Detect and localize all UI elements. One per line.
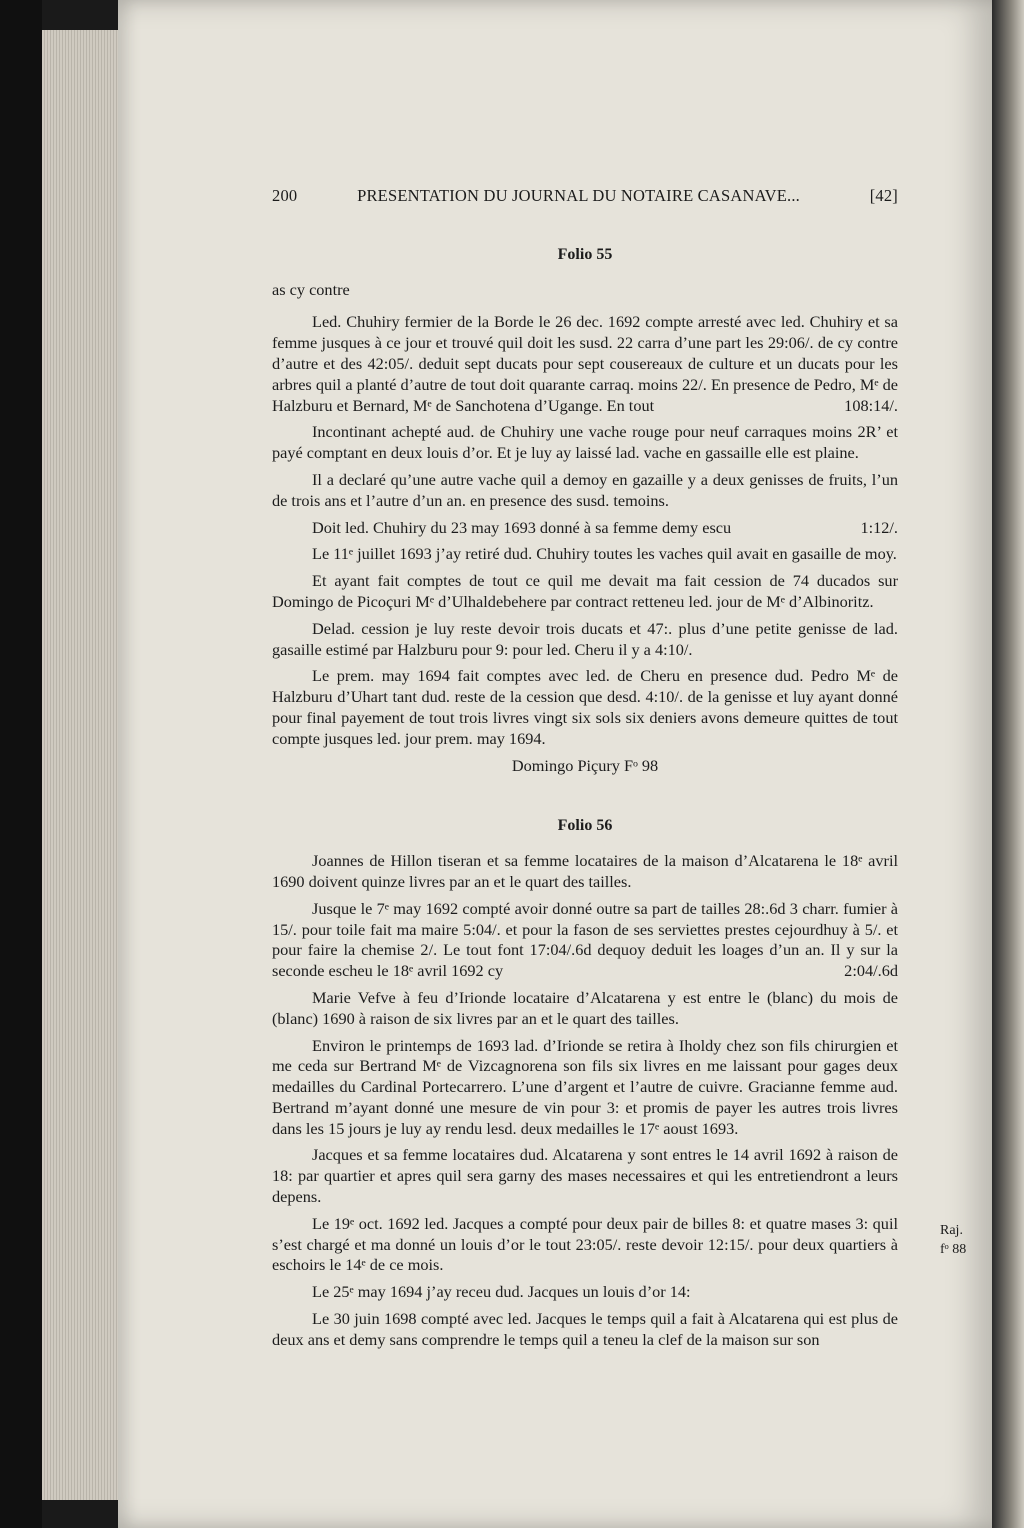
margin-note-line: Raj. (940, 1223, 963, 1238)
paragraph: Jusque le 7ᵉ may 1692 compté avoir donné outre sa part de tailles 28:.6d 3 charr. fumier à 15/. pour toile fait ma maire 5:04/. et pour la fason de ses serviettes prestes cejourdhuy à 5/. et pour faire la chemise 2/. Le tout font 17:04/.6d dequoy deduit les loages d’un an. Il y sur la seconde escheu le 18ᵉ avril 1692 cy 2:04/.6d (272, 898, 898, 981)
paragraph: Le 19ᵉ oct. 1692 led. Jacques a compté pour deux pair de billes 8: et quatre mases 3: quil s’est chargé et ma donné un louis d’or le tout 23:05/. reste devoir 12:15/. pour deux quartiers à eschoirs le 14ᵉ de ce mois. (272, 1213, 898, 1275)
lead-line: as cy contre (272, 279, 350, 299)
paragraph: Il a declaré qu’une autre vache quil a demoy en gazaille y a deux genisses de fruits, l’un de trois ans et l’autre d’un an. en presence des susd. temoins. (272, 469, 898, 510)
scan-background (0, 0, 42, 1528)
paragraph: Le 30 juin 1698 compté avec led. Jacques le temps quil a fait à Alcatarena qui est plus de deux ans et demy sans comprendre le temps quil a teneu la clef de la maison sur son (272, 1309, 898, 1349)
folio-55-heading: Folio 55 (557, 245, 613, 263)
amount: 1:12/. (860, 517, 898, 537)
paragraph: Led. Chuhiry fermier de la Borde le 26 dec. 1692 compte arresté avec led. Chuhiry et sa femme jusques à ce jour et trouvé quil doit les susd. 22 carra d’une part les 29:06/. de cy contre d’autre et des 42:05/. deduit sept ducats pour sept cousereaux de culture et un ducats pour les arbres quil a planté d’autre de tout doit quarante carraq. moins 22/. En presence de Pedro, Mᵉ de Halzburu et Bernard, Mᵉ de Sanchotena d’Ugange. En tout 108:14/. (272, 312, 898, 415)
next-page-edge (992, 0, 1024, 1528)
paragraph: Environ le printemps de 1693 lad. d’Irionde se retira à Iholdy chez son fils chirurgien et me ceda sur Bertrand Mᵉ de Vizcagnorena son fils six livres en me laissant pour gages deux medailles du Cardinal Portecarrero. L’une d’argent et l’autre de cuivre. Gracianne femme aud. Bertrand m’ayant donné une mesure de vin pour 3: et promis de payer les autres trois livres dans les 15 jours je luy ay rendu lesd. deux medailles le 17ᵉ aoust 1693. (272, 1035, 898, 1138)
section-number: [42] (869, 186, 898, 205)
page-number: 200 (272, 186, 298, 205)
margin-note-line: fᵒ 88 (940, 1242, 967, 1257)
paragraph: Le 11ᵉ juillet 1693 j’ay retiré dud. Chuhiry toutes les vaches quil avait en gasaille de moy. (312, 544, 897, 564)
paragraph: Le 25ᵉ may 1694 j’ay receu dud. Jacques un louis d’or 14: (312, 1282, 691, 1302)
margin-note (940, 1221, 966, 1259)
paragraph: Le prem. may 1694 fait comptes avec led. de Cheru en presence dud. Pedro Mᵉ de Halzburu d’Uhart tant dud. reste de la cession que desd. 4:10/. de la genisse et luy ayant donné pour final payement de tout trois livres vingt six sols six deniers avons demeure quittes de tout compte jusques led. jour prem. may 1694. (272, 666, 898, 748)
book-page-edges (42, 30, 122, 1500)
running-title: PRESENTATION DU JOURNAL DU NOTAIRE CASANAVE... (357, 186, 800, 205)
paragraph: Marie Vefve à feu d’Irionde locataire d’Alcatarena y est entre le (blanc) du mois de (blanc) 1690 à raison de six livres par an et le quart des tailles. (272, 987, 898, 1028)
paragraph: Incontinant achepté aud. de Chuhiry une vache rouge pour neuf carraques moins 2R’ et payé comptant en deux louis d’or. Et je luy ay laissé lad. vache en gassaille elle est plaine. (272, 422, 898, 463)
amount: 108:14/. (844, 395, 898, 415)
paragraph: Joannes de Hillon tiseran et sa femme locataires de la maison d’Alcatarena le 18ᵉ avril 1690 doivent quinze livres par an et le quart des tailles. (272, 851, 898, 891)
running-header (272, 186, 898, 207)
paragraph: Jacques et sa femme locataires dud. Alcatarena y sont entres le 14 avril 1692 à raison de 18: par quartier et apres quil sera garny des mases necessaires et qui les entretiendront a leurs depens. (272, 1145, 898, 1207)
paragraph: Et ayant fait comptes de tout ce quil me devait ma fait cession de 74 ducados sur Domingo de Picoçuri Mᵉ d’Ulhaldebehere par contract retteneu led. jour de Mᵉ d’Albinoritz. (272, 571, 898, 611)
paragraph: Doit led. Chuhiry du 23 may 1693 donné à sa femme demy escu 1:12/. (312, 517, 898, 537)
folio-56-heading: Folio 56 (557, 817, 613, 835)
text-column (272, 186, 898, 1357)
paragraph: Delad. cession je luy reste devoir trois ducats et 47:. plus d’une petite genisse de lad. gasaille estimé par Halzburu pour 9: pour led. Cheru il y a 4:10/. (272, 618, 898, 659)
signature-line: Domingo Piçury Fᵒ 98 (511, 755, 659, 775)
amount: 2:04/.6d (844, 961, 898, 981)
